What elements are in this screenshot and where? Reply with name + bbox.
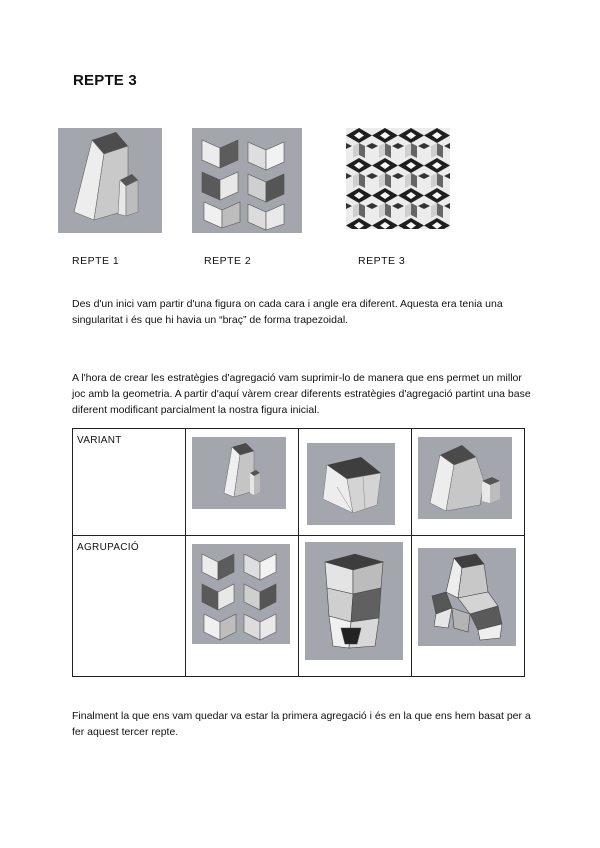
variant-image-3 bbox=[418, 437, 512, 519]
aggregation-2-icon bbox=[305, 542, 403, 660]
row-label-cell bbox=[73, 429, 186, 536]
table-row-aggregation bbox=[73, 536, 525, 677]
variants-table bbox=[72, 428, 525, 677]
aggregation-pattern-icon bbox=[192, 128, 302, 233]
table-row-variant bbox=[73, 429, 525, 536]
variant-image-2 bbox=[307, 443, 395, 525]
aggregation-cell-2 bbox=[299, 536, 412, 677]
aggregation-1-icon bbox=[192, 544, 290, 644]
hexagonal-tiling-pattern-icon bbox=[346, 128, 450, 229]
repte-3-image bbox=[346, 128, 450, 229]
variant-cell-2 bbox=[299, 429, 412, 536]
paragraph-intro: Des d'un inici vam partir d'una figura on cada cara i angle era diferent. Aquesta era tenia una singularitat i és que hi havia un “braç” de forma trapezoidal. bbox=[72, 298, 503, 326]
row-label-cell-2 bbox=[73, 536, 186, 677]
repte-1-image bbox=[58, 128, 162, 233]
paragraph-strategies: A l'hora de crear les estratègies d'agregació vam suprimir-lo de manera que ens permet un millor joc amb la geometria. A partir d'aquí vàrem crear diferents estratègies d'agregació partint una base diferent modificant parcialment la nostra figura inicial. bbox=[72, 372, 531, 416]
variant-cell-3 bbox=[412, 429, 525, 536]
aggregation-cell-3 bbox=[412, 536, 525, 677]
page-title: REPTE 3 bbox=[73, 72, 137, 89]
aggregation-image-2 bbox=[305, 542, 403, 660]
variant-cell-1 bbox=[186, 429, 299, 536]
aggregation-image-1 bbox=[192, 544, 290, 644]
aggregation-cell-1 bbox=[186, 536, 299, 677]
caption-repte-1: REPTE 1 bbox=[72, 255, 120, 267]
caption-repte-2: REPTE 2 bbox=[204, 255, 252, 267]
variant-figure-1-icon bbox=[192, 437, 286, 509]
variant-figure-3-icon bbox=[418, 437, 512, 519]
trapezoid-figure-icon bbox=[58, 128, 162, 233]
paragraph-conclusion: Finalment la que ens vam quedar va estar la primera agregació i és en la que ens hem basat per a fer aquest tercer repte. bbox=[72, 710, 531, 738]
row-label-aggregation: AGRUPACIÓ bbox=[77, 542, 139, 553]
variant-image-1 bbox=[192, 437, 286, 509]
row-label-variant: VARIANT bbox=[77, 435, 122, 446]
repte-2-image bbox=[192, 128, 302, 233]
aggregation-3-icon bbox=[418, 548, 516, 646]
caption-repte-3: REPTE 3 bbox=[358, 255, 406, 267]
aggregation-image-3 bbox=[418, 548, 516, 646]
variant-figure-2-icon bbox=[307, 443, 395, 525]
